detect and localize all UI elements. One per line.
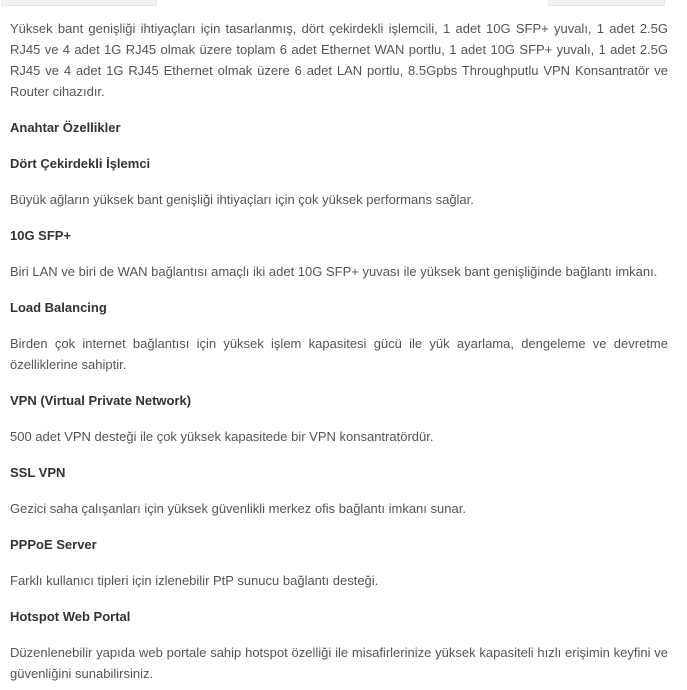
product-description [10, 18, 668, 684]
intro-paragraph: Yüksek bant genişliği ihtiyaçları için tasarlanmış, dört çekirdekli işlemcili, 1 adet 10G SFP+ yuvalı, 1 adet 2.5G RJ45 ve 4 adet 1G RJ45 olmak üzere toplam 6 adet Ethernet WAN portlu, 1 adet 10G SFP+ yuvalı, 1 adet 2.5G RJ45 ve 4 adet 1G RJ45 Ethernet olmak üzere 6 adet LAN portlu, 8.5Gpbs Throughputlu VPN Konsantratör ve Router cihazıdır. [10, 21, 668, 99]
feature-title: Dört Çekirdekli İşlemci [10, 156, 151, 171]
feature-text: Gezici saha çalışanları için yüksek güvenlikli merkez ofis bağlantı imkanı sunar. [10, 501, 466, 516]
feature-text: Biri LAN ve biri de WAN bağlantısı amaçlı iki adet 10G SFP+ yuvası ile yüksek bant genişliğinde bağlantı imkanı. [10, 264, 658, 279]
key-features-heading: Anahtar Özellikler [10, 120, 121, 135]
feature-text: Farklı kullanıcı tipleri için izlenebilir PtP sunucu bağlantı desteği. [10, 573, 379, 588]
feature-title: SSL VPN [10, 465, 66, 480]
feature-title: PPPoE Server [10, 537, 97, 552]
feature-title: Hotspot Web Portal [10, 609, 131, 624]
feature-title: Load Balancing [10, 300, 107, 315]
feature-text: 500 adet VPN desteği ile çok yüksek kapasitede bir VPN konsantratördür. [10, 429, 434, 444]
feature-text: Büyük ağların yüksek bant genişliği ihtiyaçları için çok yüksek performans sağlar. [10, 192, 474, 207]
top-tab-left[interactable] [1, 0, 157, 6]
feature-text: Düzenlenebilir yapıda web portale sahip hotspot özelliği ile misafirlerinize yüksek kapasiteli hızlı erişimin keyfini ve güvenliğini sunabilirsiniz. [10, 645, 668, 681]
feature-title: 10G SFP+ [10, 228, 72, 243]
feature-title: VPN (Virtual Private Network) [10, 393, 192, 408]
feature-text: Birden çok internet bağlantısı için yüksek işlem kapasitesi gücü ile yük ayarlama, dengeleme ve devretme özelliklerine sahiptir. [10, 336, 668, 372]
top-tab-right[interactable] [548, 0, 665, 6]
